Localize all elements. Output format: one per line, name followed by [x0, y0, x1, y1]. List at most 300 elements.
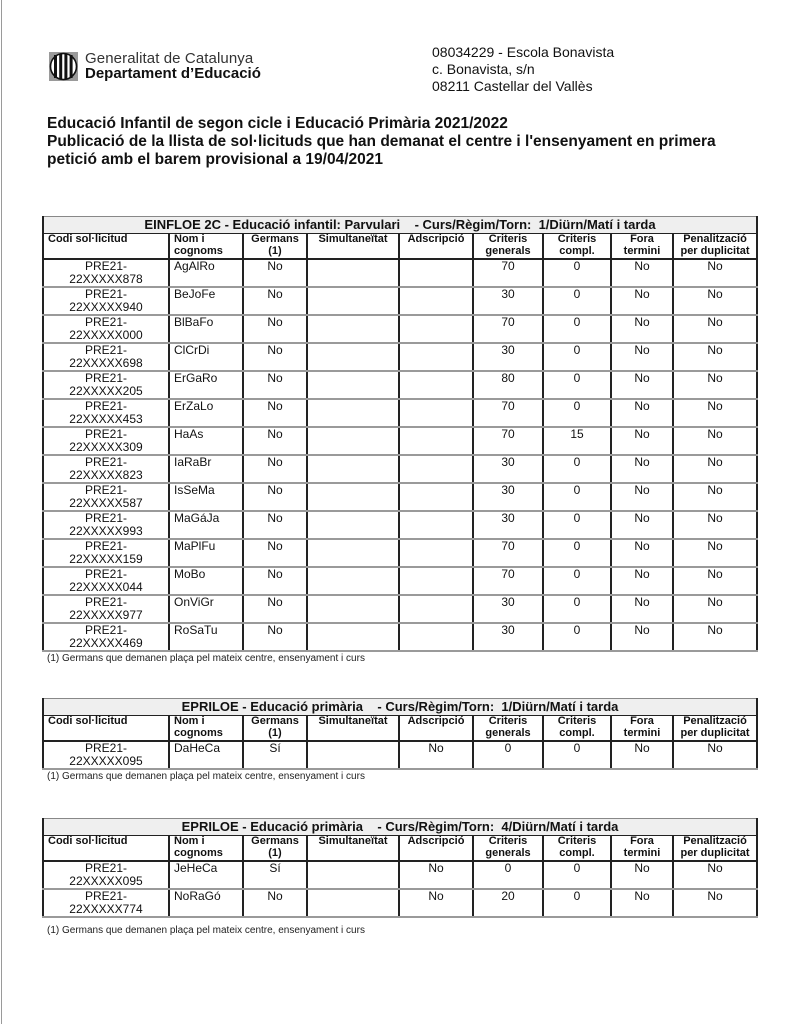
- code-number: 22XXXXX774: [69, 902, 143, 916]
- name-cell: OnViGr: [169, 595, 243, 623]
- column-header: [43, 234, 169, 260]
- simultaneitat-cell: [307, 371, 399, 399]
- code-cell: [43, 567, 169, 595]
- school-city: 08211 Castellar del Vallès: [432, 78, 593, 94]
- table-caption: EPRILOE - Educació primària - Curs/Règim/Torn: 4/Diürn/Matí i tarda: [43, 819, 757, 836]
- school-info: [432, 44, 614, 95]
- code-cell: [43, 343, 169, 371]
- code-cell: [43, 371, 169, 399]
- code-cell: [43, 427, 169, 455]
- column-header-line-2: cognoms: [174, 244, 223, 257]
- column-header-line-1: Adscripció: [407, 233, 465, 245]
- document-title: [47, 115, 767, 169]
- code-number: 22XXXXX823: [69, 468, 143, 482]
- criteris-generals-cell: 70: [473, 539, 543, 567]
- column-header: [43, 836, 169, 862]
- germans-cell: No: [243, 483, 307, 511]
- criteris-compl-cell: 0: [543, 259, 611, 287]
- code-number: 22XXXXX977: [69, 608, 143, 622]
- page-edge-line: [1, 0, 2, 1024]
- criteris-compl-cell: 0: [543, 483, 611, 511]
- column-header-line-1: Codi sol·licitud: [48, 233, 128, 245]
- adscripcio-cell: [399, 539, 473, 567]
- germans-cell: No: [243, 623, 307, 651]
- adscripcio-cell: [399, 287, 473, 315]
- criteris-generals-cell: 30: [473, 623, 543, 651]
- column-header: [611, 836, 673, 862]
- name-cell: DaHeCa: [169, 741, 243, 769]
- column-header-line-1: Criteris: [488, 715, 528, 727]
- column-header: [243, 716, 307, 742]
- column-header-line-1: Codi sol·licitud: [48, 835, 128, 847]
- adscripcio-cell: [399, 623, 473, 651]
- code-number: 22XXXXX453: [69, 412, 143, 426]
- column-header-line-1: Adscripció: [407, 715, 465, 727]
- table-row: [43, 567, 757, 595]
- code-prefix: PRE21-: [84, 623, 128, 637]
- column-header-line-1: Germans: [251, 233, 299, 245]
- fora-termini-cell: No: [611, 259, 673, 287]
- school-address: c. Bonavista, s/n: [432, 61, 535, 77]
- code-prefix: PRE21-: [84, 595, 128, 609]
- germans-cell: No: [243, 511, 307, 539]
- penalitzacio-cell: No: [673, 861, 757, 889]
- criteris-generals-cell: 70: [473, 427, 543, 455]
- adscripcio-cell: [399, 567, 473, 595]
- column-header-line-2: cognoms: [174, 846, 223, 859]
- table-row: [43, 511, 757, 539]
- name-cell: ClCrDi: [169, 343, 243, 371]
- adscripcio-cell: [399, 259, 473, 287]
- adscripcio-cell: [399, 455, 473, 483]
- criteris-generals-cell: 30: [473, 595, 543, 623]
- column-header-line-1: Fora: [630, 233, 654, 245]
- penalitzacio-cell: No: [673, 567, 757, 595]
- column-header-line-2: generals: [485, 244, 531, 257]
- criteris-compl-cell: 0: [543, 399, 611, 427]
- code-prefix: PRE21-: [84, 343, 128, 357]
- column-header: [473, 716, 543, 742]
- column-header: [169, 716, 243, 742]
- code-cell: [43, 287, 169, 315]
- column-header: [399, 716, 473, 742]
- column-header-line-2: termini: [623, 846, 661, 859]
- penalitzacio-cell: No: [673, 427, 757, 455]
- table-row: [43, 427, 757, 455]
- name-cell: ErZaLo: [169, 399, 243, 427]
- catalan-flag-emblem-icon: [49, 52, 78, 81]
- table-row: [43, 889, 757, 917]
- fora-termini-cell: No: [611, 511, 673, 539]
- penalitzacio-cell: No: [673, 343, 757, 371]
- criteris-generals-cell: 70: [473, 315, 543, 343]
- criteris-generals-cell: 30: [473, 483, 543, 511]
- criteris-generals-cell: 0: [473, 861, 543, 889]
- germans-cell: No: [243, 287, 307, 315]
- code-cell: [43, 539, 169, 567]
- title-line-1: Educació Infantil de segon cicle i Educació Primària 2021/2022: [47, 115, 508, 132]
- table-footnote: (1) Germans que demanen plaça pel mateix centre, ensenyament i curs: [47, 653, 365, 664]
- simultaneitat-cell: [307, 595, 399, 623]
- code-prefix: PRE21-: [84, 861, 128, 875]
- adscripcio-cell: No: [399, 861, 473, 889]
- code-number: 22XXXXX044: [69, 580, 143, 594]
- code-prefix: PRE21-: [84, 259, 128, 273]
- fora-termini-cell: No: [611, 455, 673, 483]
- germans-cell: Sí: [243, 741, 307, 769]
- adscripcio-cell: [399, 483, 473, 511]
- title-line-3: petició amb el barem provisional a 19/04/2021: [47, 151, 383, 168]
- column-header: [473, 836, 543, 862]
- code-cell: [43, 455, 169, 483]
- adscripcio-cell: [399, 399, 473, 427]
- table-row: [43, 343, 757, 371]
- simultaneitat-cell: [307, 287, 399, 315]
- code-number: 22XXXXX698: [69, 356, 143, 370]
- simultaneitat-cell: [307, 315, 399, 343]
- criteris-generals-cell: 70: [473, 567, 543, 595]
- department-name: Departament d’Educació: [85, 65, 261, 82]
- code-prefix: PRE21-: [84, 427, 128, 441]
- table-header-row: [43, 836, 757, 862]
- penalitzacio-cell: No: [673, 483, 757, 511]
- code-prefix: PRE21-: [84, 567, 128, 581]
- criteris-compl-cell: 0: [543, 343, 611, 371]
- code-prefix: PRE21-: [84, 889, 128, 903]
- title-line-2: Publicació de la llista de sol·licituds que han demanat el centre i l'ensenyament en primera: [47, 133, 716, 150]
- code-number: 22XXXXX993: [69, 524, 143, 538]
- code-prefix: PRE21-: [84, 511, 128, 525]
- column-header-line-1: Penalització: [683, 835, 747, 847]
- code-number: 22XXXXX878: [69, 272, 143, 286]
- adscripcio-cell: No: [399, 741, 473, 769]
- code-number: 22XXXXX095: [69, 754, 143, 768]
- code-number: 22XXXXX000: [69, 328, 143, 342]
- column-header-line-1: Simultaneïtat: [318, 233, 388, 245]
- simultaneitat-cell: [307, 511, 399, 539]
- column-header-line-1: Fora: [630, 715, 654, 727]
- applications-table-2: [42, 698, 758, 770]
- name-cell: RoSaTu: [169, 623, 243, 651]
- column-header-line-1: Criteris: [557, 715, 597, 727]
- column-header: [399, 836, 473, 862]
- penalitzacio-cell: No: [673, 595, 757, 623]
- table-caption: EPRILOE - Educació primària - Curs/Règim/Torn: 1/Diürn/Matí i tarda: [43, 699, 757, 716]
- code-cell: [43, 861, 169, 889]
- column-header: [307, 836, 399, 862]
- name-cell: MaGáJa: [169, 511, 243, 539]
- germans-cell: No: [243, 539, 307, 567]
- name-cell: BlBaFo: [169, 315, 243, 343]
- criteris-generals-cell: 0: [473, 741, 543, 769]
- column-header-line-1: Criteris: [488, 233, 528, 245]
- column-header: [169, 836, 243, 862]
- penalitzacio-cell: No: [673, 539, 757, 567]
- table-row: [43, 623, 757, 651]
- table-row: [43, 371, 757, 399]
- column-header: [169, 234, 243, 260]
- column-header: [243, 234, 307, 260]
- name-cell: MaPlFu: [169, 539, 243, 567]
- column-header-line-1: Criteris: [488, 835, 528, 847]
- simultaneitat-cell: [307, 567, 399, 595]
- fora-termini-cell: No: [611, 399, 673, 427]
- name-cell: JeHeCa: [169, 861, 243, 889]
- code-number: 22XXXXX205: [69, 384, 143, 398]
- table-row: [43, 315, 757, 343]
- fora-termini-cell: No: [611, 539, 673, 567]
- table-row: [43, 287, 757, 315]
- penalitzacio-cell: No: [673, 259, 757, 287]
- simultaneitat-cell: [307, 889, 399, 917]
- code-prefix: PRE21-: [84, 315, 128, 329]
- criteris-compl-cell: 15: [543, 427, 611, 455]
- column-header: [673, 234, 757, 260]
- column-header-line-1: Nom i: [174, 233, 205, 245]
- column-header-line-2: (1): [268, 244, 282, 257]
- germans-cell: No: [243, 889, 307, 917]
- column-header-line-1: Fora: [630, 835, 654, 847]
- code-cell: [43, 623, 169, 651]
- code-prefix: PRE21-: [84, 539, 128, 553]
- criteris-generals-cell: 80: [473, 371, 543, 399]
- fora-termini-cell: No: [611, 595, 673, 623]
- table-row: [43, 483, 757, 511]
- criteris-compl-cell: 0: [543, 287, 611, 315]
- simultaneitat-cell: [307, 539, 399, 567]
- fora-termini-cell: No: [611, 567, 673, 595]
- code-number: 22XXXXX159: [69, 552, 143, 566]
- fora-termini-cell: No: [611, 861, 673, 889]
- simultaneitat-cell: [307, 861, 399, 889]
- table-row: [43, 399, 757, 427]
- fora-termini-cell: No: [611, 889, 673, 917]
- table-row: [43, 455, 757, 483]
- table-row: [43, 595, 757, 623]
- penalitzacio-cell: No: [673, 371, 757, 399]
- column-header-line-2: per duplicitat: [680, 726, 750, 739]
- criteris-compl-cell: 0: [543, 623, 611, 651]
- adscripcio-cell: [399, 315, 473, 343]
- column-header-line-2: generals: [485, 726, 531, 739]
- fora-termini-cell: No: [611, 371, 673, 399]
- adscripcio-cell: [399, 343, 473, 371]
- column-header-line-1: Nom i: [174, 715, 205, 727]
- column-header-line-1: Criteris: [557, 233, 597, 245]
- penalitzacio-cell: No: [673, 741, 757, 769]
- column-header: [611, 234, 673, 260]
- germans-cell: No: [243, 455, 307, 483]
- code-number: 22XXXXX095: [69, 874, 143, 888]
- code-number: 22XXXXX940: [69, 300, 143, 314]
- germans-cell: No: [243, 567, 307, 595]
- code-cell: [43, 595, 169, 623]
- applications-table-3: [42, 818, 758, 918]
- simultaneitat-cell: [307, 623, 399, 651]
- germans-cell: No: [243, 343, 307, 371]
- table-footnote: (1) Germans que demanen plaça pel mateix centre, ensenyament i curs: [47, 771, 365, 782]
- criteris-compl-cell: 0: [543, 595, 611, 623]
- penalitzacio-cell: No: [673, 315, 757, 343]
- criteris-generals-cell: 30: [473, 511, 543, 539]
- column-header: [611, 716, 673, 742]
- criteris-compl-cell: 0: [543, 567, 611, 595]
- simultaneitat-cell: [307, 399, 399, 427]
- org-name: Generalitat de Catalunya: [85, 50, 254, 67]
- adscripcio-cell: [399, 511, 473, 539]
- criteris-generals-cell: 30: [473, 343, 543, 371]
- simultaneitat-cell: [307, 343, 399, 371]
- table-row: [43, 861, 757, 889]
- code-prefix: PRE21-: [84, 483, 128, 497]
- header-logo: [49, 51, 261, 81]
- code-cell: [43, 511, 169, 539]
- fora-termini-cell: No: [611, 483, 673, 511]
- column-header-line-1: Penalització: [683, 233, 747, 245]
- column-header: [307, 716, 399, 742]
- adscripcio-cell: No: [399, 889, 473, 917]
- fora-termini-cell: No: [611, 741, 673, 769]
- penalitzacio-cell: No: [673, 623, 757, 651]
- criteris-generals-cell: 30: [473, 287, 543, 315]
- school-code-name: 08034229 - Escola Bonavista: [432, 44, 615, 60]
- name-cell: BeJoFe: [169, 287, 243, 315]
- column-header-line-1: Nom i: [174, 835, 205, 847]
- column-header-line-1: Adscripció: [407, 835, 465, 847]
- simultaneitat-cell: [307, 483, 399, 511]
- code-cell: [43, 889, 169, 917]
- column-header-line-2: per duplicitat: [680, 846, 750, 859]
- fora-termini-cell: No: [611, 427, 673, 455]
- column-header: [399, 234, 473, 260]
- fora-termini-cell: No: [611, 343, 673, 371]
- column-header-line-2: cognoms: [174, 726, 223, 739]
- name-cell: IsSeMa: [169, 483, 243, 511]
- column-header-line-2: termini: [623, 726, 661, 739]
- column-header-line-2: termini: [623, 244, 661, 257]
- column-header: [673, 836, 757, 862]
- column-header-line-1: Simultaneïtat: [318, 835, 388, 847]
- criteris-generals-cell: 70: [473, 259, 543, 287]
- penalitzacio-cell: No: [673, 511, 757, 539]
- code-cell: [43, 399, 169, 427]
- criteris-compl-cell: 0: [543, 539, 611, 567]
- penalitzacio-cell: No: [673, 455, 757, 483]
- column-header-line-2: (1): [268, 846, 282, 859]
- germans-cell: No: [243, 371, 307, 399]
- penalitzacio-cell: No: [673, 399, 757, 427]
- column-header-line-1: Codi sol·licitud: [48, 715, 128, 727]
- criteris-compl-cell: 0: [543, 315, 611, 343]
- name-cell: HaAs: [169, 427, 243, 455]
- column-header-line-1: Simultaneïtat: [318, 715, 388, 727]
- column-header-line-2: compl.: [559, 846, 595, 859]
- column-header-line-1: Germans: [251, 835, 299, 847]
- column-header: [543, 836, 611, 862]
- code-number: 22XXXXX587: [69, 496, 143, 510]
- code-cell: [43, 741, 169, 769]
- column-header: [473, 234, 543, 260]
- column-header-line-2: compl.: [559, 244, 595, 257]
- simultaneitat-cell: [307, 427, 399, 455]
- criteris-compl-cell: 0: [543, 741, 611, 769]
- simultaneitat-cell: [307, 741, 399, 769]
- criteris-generals-cell: 30: [473, 455, 543, 483]
- fora-termini-cell: No: [611, 315, 673, 343]
- table-row: [43, 259, 757, 287]
- column-header-line-2: compl.: [559, 726, 595, 739]
- germans-cell: No: [243, 399, 307, 427]
- name-cell: AgAlRo: [169, 259, 243, 287]
- column-header: [673, 716, 757, 742]
- column-header-line-1: Germans: [251, 715, 299, 727]
- adscripcio-cell: [399, 371, 473, 399]
- code-prefix: PRE21-: [84, 287, 128, 301]
- germans-cell: No: [243, 259, 307, 287]
- criteris-generals-cell: 20: [473, 889, 543, 917]
- name-cell: NoRaGó: [169, 889, 243, 917]
- name-cell: MoBo: [169, 567, 243, 595]
- code-prefix: PRE21-: [84, 371, 128, 385]
- code-prefix: PRE21-: [84, 399, 128, 413]
- adscripcio-cell: [399, 427, 473, 455]
- code-cell: [43, 259, 169, 287]
- table-header-row: [43, 234, 757, 260]
- table-caption: EINFLOE 2C - Educació infantil: Parvulari - Curs/Règim/Torn: 1/Diürn/Matí i tarda: [43, 217, 757, 234]
- table-header-row: [43, 716, 757, 742]
- criteris-generals-cell: 70: [473, 399, 543, 427]
- name-cell: IaRaBr: [169, 455, 243, 483]
- table-footnote: (1) Germans que demanen plaça pel mateix centre, ensenyament i curs: [47, 925, 365, 936]
- name-cell: ErGaRo: [169, 371, 243, 399]
- table-row: [43, 741, 757, 769]
- code-cell: [43, 315, 169, 343]
- column-header-line-1: Criteris: [557, 835, 597, 847]
- column-header-line-2: (1): [268, 726, 282, 739]
- column-header: [43, 716, 169, 742]
- column-header-line-2: generals: [485, 846, 531, 859]
- simultaneitat-cell: [307, 259, 399, 287]
- column-header: [543, 716, 611, 742]
- column-header: [243, 836, 307, 862]
- code-cell: [43, 483, 169, 511]
- adscripcio-cell: [399, 595, 473, 623]
- code-number: 22XXXXX469: [69, 636, 143, 650]
- simultaneitat-cell: [307, 455, 399, 483]
- germans-cell: No: [243, 315, 307, 343]
- applications-table-1: [42, 216, 758, 652]
- criteris-compl-cell: 0: [543, 861, 611, 889]
- code-prefix: PRE21-: [84, 741, 128, 755]
- criteris-compl-cell: 0: [543, 371, 611, 399]
- column-header-line-2: per duplicitat: [680, 244, 750, 257]
- code-prefix: PRE21-: [84, 455, 128, 469]
- penalitzacio-cell: No: [673, 287, 757, 315]
- germans-cell: No: [243, 427, 307, 455]
- criteris-compl-cell: 0: [543, 889, 611, 917]
- table-row: [43, 539, 757, 567]
- column-header-line-1: Penalització: [683, 715, 747, 727]
- germans-cell: No: [243, 595, 307, 623]
- criteris-compl-cell: 0: [543, 511, 611, 539]
- fora-termini-cell: No: [611, 287, 673, 315]
- penalitzacio-cell: No: [673, 889, 757, 917]
- column-header: [543, 234, 611, 260]
- germans-cell: Sí: [243, 861, 307, 889]
- criteris-compl-cell: 0: [543, 455, 611, 483]
- column-header: [307, 234, 399, 260]
- code-number: 22XXXXX309: [69, 440, 143, 454]
